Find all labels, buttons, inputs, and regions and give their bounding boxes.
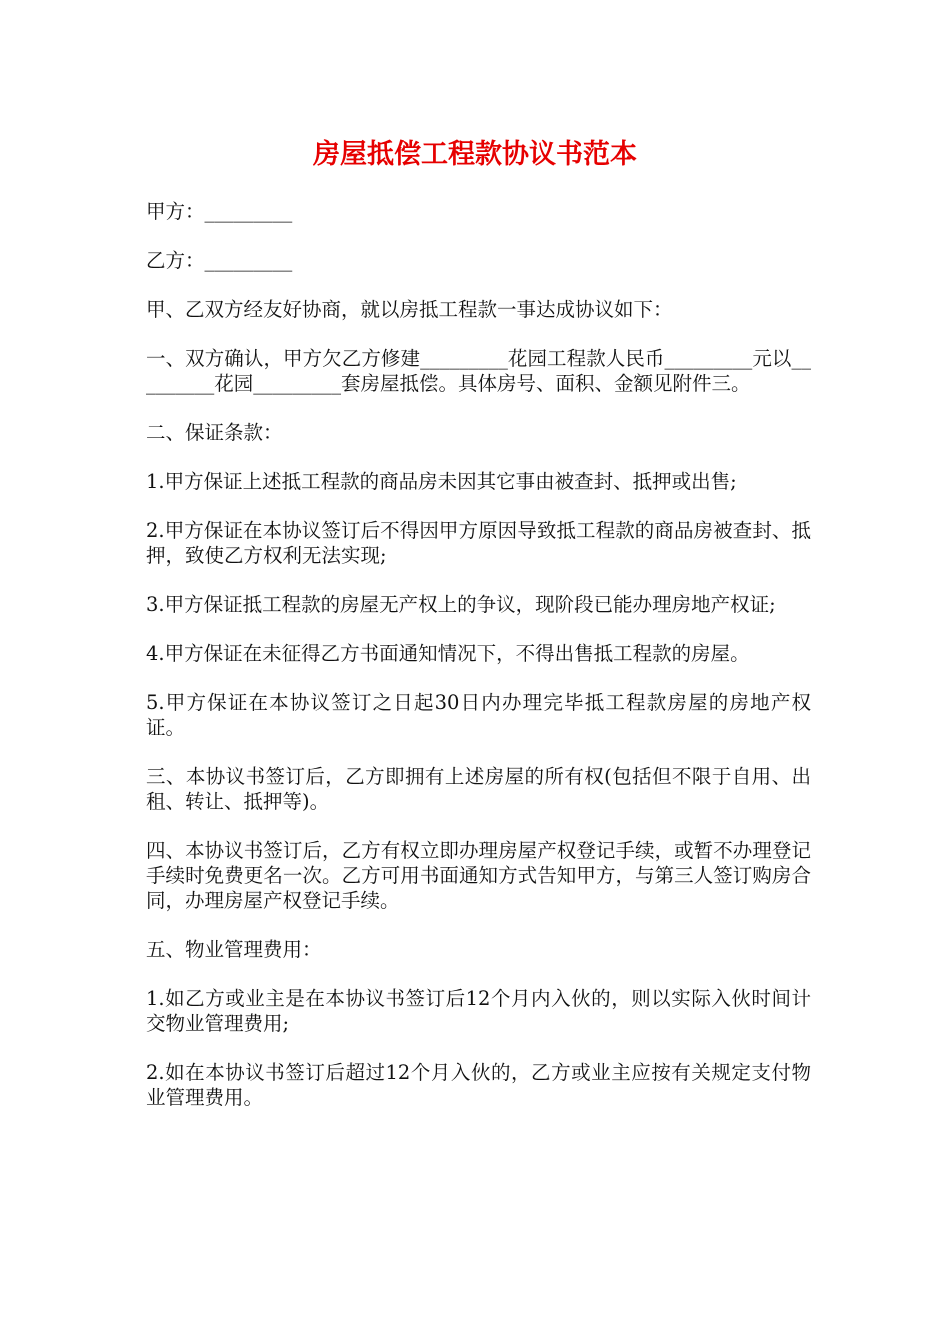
clause-5-item-1: 1.如乙方或业主是在本协议书签订后12个月内入伙的，则以实际入伙时间计交物业管理费用; [146, 987, 811, 1035]
clause-3-paragraph: 三、本协议书签订后，乙方即拥有上述房屋的所有权(包括但不限于自用、出租、转让、抵押等)。 [146, 765, 811, 813]
document-title: 房屋抵偿工程款协议书范本 [313, 139, 637, 170]
party-a-line: 甲方：_________ [146, 200, 293, 223]
clause-2-item-1: 1.甲方保证上述抵工程款的商品房未因其它事由被查封、抵押或出售; [146, 470, 737, 493]
document-body [146, 199, 811, 1134]
clause-4-paragraph: 四、本协议书签订后，乙方有权立即办理房屋产权登记手续，或暂不办理登记手续时免费更名一次。乙方可用书面通知方式告知甲方，与第三人签订购房合同，办理房屋产权登记手续。 [146, 839, 811, 912]
party-b-line: 乙方：_________ [146, 249, 293, 272]
clause-2-item-4: 4.甲方保证在未征得乙方书面通知情况下，不得出售抵工程款的房屋。 [146, 642, 750, 665]
preamble-paragraph: 甲、乙双方经友好协商，就以房抵工程款一事达成协议如下： [146, 298, 673, 321]
clause-5-heading: 五、物业管理费用： [146, 938, 322, 961]
clause-2-item-2: 2.甲方保证在本协议签订后不得因甲方原因导致抵工程款的商品房被查封、抵押，致使乙方权利无法实现; [146, 519, 811, 567]
clause-2-item-3: 3.甲方保证抵工程款的房屋无产权上的争议，现阶段已能办理房地产权证; [146, 593, 776, 616]
clause-2-heading: 二、保证条款： [146, 421, 283, 444]
clause-1-paragraph: 一、双方确认，甲方欠乙方修建_________花园工程款人民币_________元以_________花园_________套房屋抵偿。具体房号、面积、金额见附件三。 [146, 347, 811, 395]
clause-2-item-5: 5.甲方保证在本协议签订之日起30日内办理完毕抵工程款房屋的房地产权证。 [146, 691, 811, 739]
clause-5-item-2: 2.如在本协议书签订后超过12个月入伙的，乙方或业主应按有关规定支付物业管理费用。 [146, 1061, 811, 1109]
